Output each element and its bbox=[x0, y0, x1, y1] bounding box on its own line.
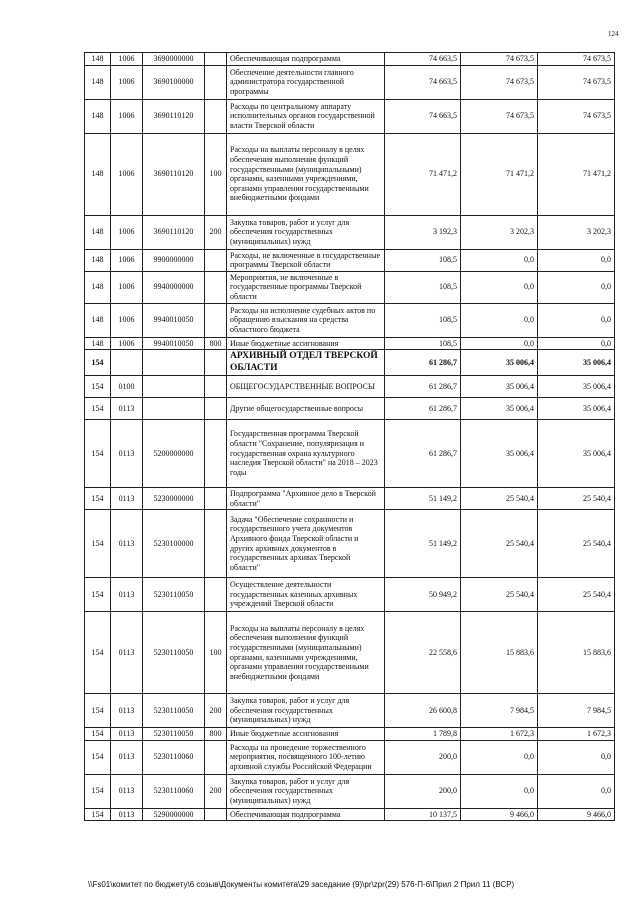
amount-year3-cell: 25 540,4 bbox=[538, 578, 615, 612]
amount-year2-cell: 25 540,4 bbox=[461, 487, 538, 509]
target-article-cell: 3690110120 bbox=[143, 133, 205, 215]
file-path-footer: \\Fs01\комитет по бюджету\6 созыв\Документы комитета\29 заседание (9)\pr\zpr(29) 576-П-6\Прил 2 Прил 11 (ВСР) bbox=[88, 880, 515, 889]
table-row bbox=[85, 375, 615, 397]
admin-code-cell: 154 bbox=[85, 350, 111, 376]
amount-year2-cell: 35 006,4 bbox=[461, 375, 538, 397]
amount-year2-cell: 0,0 bbox=[461, 774, 538, 808]
expense-type-cell: 100 bbox=[205, 133, 227, 215]
admin-code-cell: 148 bbox=[85, 271, 111, 303]
amount-year1-cell: 51 149,2 bbox=[385, 510, 461, 578]
section-code-cell: 0113 bbox=[111, 578, 143, 612]
section-code-cell: 1006 bbox=[111, 65, 143, 99]
amount-year1-cell: 108,5 bbox=[385, 271, 461, 303]
target-article-cell: 9940000000 bbox=[143, 271, 205, 303]
amount-year1-cell: 200,0 bbox=[385, 774, 461, 808]
item-name-cell: Обеспечение деятельности главного администратора государственной программы bbox=[227, 65, 385, 99]
admin-code-cell: 154 bbox=[85, 510, 111, 578]
target-article-cell: 9940010050 bbox=[143, 337, 205, 350]
table-row bbox=[85, 578, 615, 612]
amount-year3-cell: 0,0 bbox=[538, 271, 615, 303]
target-article-cell bbox=[143, 350, 205, 376]
amount-year3-cell: 0,0 bbox=[538, 249, 615, 271]
section-code-cell: 0113 bbox=[111, 612, 143, 694]
expense-type-cell bbox=[205, 99, 227, 133]
amount-year2-cell: 0,0 bbox=[461, 740, 538, 774]
item-name-cell: Подпрограмма "Архивное дело в Тверской области" bbox=[227, 487, 385, 509]
table-row bbox=[85, 215, 615, 249]
section-code-cell: 1006 bbox=[111, 337, 143, 350]
amount-year2-cell: 35 006,4 bbox=[461, 419, 538, 487]
amount-year1-cell: 108,5 bbox=[385, 337, 461, 350]
target-article-cell: 5230110050 bbox=[143, 694, 205, 728]
table-row bbox=[85, 419, 615, 487]
admin-code-cell: 154 bbox=[85, 397, 111, 419]
target-article-cell bbox=[143, 397, 205, 419]
target-article-cell: 5200000000 bbox=[143, 419, 205, 487]
expense-type-cell bbox=[205, 487, 227, 509]
section-code-cell: 0113 bbox=[111, 728, 143, 741]
expense-type-cell bbox=[205, 375, 227, 397]
target-article-cell: 9940010050 bbox=[143, 303, 205, 337]
amount-year3-cell: 35 006,4 bbox=[538, 375, 615, 397]
admin-code-cell: 148 bbox=[85, 53, 111, 66]
table-row bbox=[85, 249, 615, 271]
expense-type-cell bbox=[205, 510, 227, 578]
amount-year1-cell: 61 286,7 bbox=[385, 375, 461, 397]
budget-table bbox=[84, 52, 615, 821]
item-name-cell: АРХИВНЫЙ ОТДЕЛ ТВЕРСКОЙ ОБЛАСТИ bbox=[227, 350, 385, 376]
admin-code-cell: 148 bbox=[85, 249, 111, 271]
amount-year3-cell: 15 883,6 bbox=[538, 612, 615, 694]
amount-year3-cell: 25 540,4 bbox=[538, 487, 615, 509]
expense-type-cell: 200 bbox=[205, 694, 227, 728]
amount-year3-cell: 1 672,3 bbox=[538, 728, 615, 741]
admin-code-cell: 154 bbox=[85, 612, 111, 694]
amount-year2-cell: 0,0 bbox=[461, 271, 538, 303]
target-article-cell: 5230110060 bbox=[143, 774, 205, 808]
item-name-cell: ОБЩЕГОСУДАРСТВЕННЫЕ ВОПРОСЫ bbox=[227, 375, 385, 397]
amount-year2-cell: 7 984,5 bbox=[461, 694, 538, 728]
admin-code-cell: 148 bbox=[85, 337, 111, 350]
amount-year2-cell: 25 540,4 bbox=[461, 510, 538, 578]
admin-code-cell: 148 bbox=[85, 99, 111, 133]
table-row bbox=[85, 694, 615, 728]
amount-year1-cell: 61 286,7 bbox=[385, 419, 461, 487]
item-name-cell: Иные бюджетные ассигнования bbox=[227, 728, 385, 741]
table-row bbox=[85, 808, 615, 821]
amount-year3-cell: 35 006,4 bbox=[538, 350, 615, 376]
target-article-cell: 5290000000 bbox=[143, 808, 205, 821]
item-name-cell: Закупка товаров, работ и услуг для обеспечения государственных (муниципальных) нужд bbox=[227, 774, 385, 808]
amount-year1-cell: 108,5 bbox=[385, 249, 461, 271]
amount-year1-cell: 74 663,5 bbox=[385, 53, 461, 66]
amount-year3-cell: 35 006,4 bbox=[538, 419, 615, 487]
table-row bbox=[85, 728, 615, 741]
admin-code-cell: 148 bbox=[85, 133, 111, 215]
expense-type-cell: 200 bbox=[205, 215, 227, 249]
target-article-cell: 5230110050 bbox=[143, 728, 205, 741]
section-code-cell bbox=[111, 350, 143, 376]
item-name-cell: Расходы по центральному аппарату исполнительных органов государственной власти Тверской области bbox=[227, 99, 385, 133]
expense-type-cell: 800 bbox=[205, 728, 227, 741]
item-name-cell: Расходы на проведение торжественного мероприятия, посвященного 100-летию архивной службы Российской Федерации bbox=[227, 740, 385, 774]
expense-type-cell bbox=[205, 65, 227, 99]
table-row bbox=[85, 510, 615, 578]
amount-year1-cell: 3 192,3 bbox=[385, 215, 461, 249]
page-number: 124 bbox=[608, 30, 619, 38]
expense-type-cell: 800 bbox=[205, 337, 227, 350]
amount-year1-cell: 61 286,7 bbox=[385, 397, 461, 419]
table-row bbox=[85, 271, 615, 303]
item-name-cell: Закупка товаров, работ и услуг для обеспечения государственных (муниципальных) нужд bbox=[227, 694, 385, 728]
item-name-cell: Расходы на выплаты персоналу в целях обеспечения выполнения функций государственными (муниципальными) органами, казенными учреждениями, органами управления государственными внебюджетными фондами bbox=[227, 133, 385, 215]
section-code-cell: 0113 bbox=[111, 510, 143, 578]
table-row bbox=[85, 133, 615, 215]
amount-year3-cell: 25 540,4 bbox=[538, 510, 615, 578]
amount-year1-cell: 200,0 bbox=[385, 740, 461, 774]
item-name-cell: Осуществление деятельности государственных казенных архивных учреждений Тверской области bbox=[227, 578, 385, 612]
amount-year2-cell: 35 006,4 bbox=[461, 350, 538, 376]
admin-code-cell: 154 bbox=[85, 419, 111, 487]
target-article-cell: 3690100000 bbox=[143, 65, 205, 99]
amount-year1-cell: 26 600,8 bbox=[385, 694, 461, 728]
section-code-cell: 1006 bbox=[111, 53, 143, 66]
section-code-cell: 1006 bbox=[111, 215, 143, 249]
amount-year1-cell: 51 149,2 bbox=[385, 487, 461, 509]
target-article-cell: 5230000000 bbox=[143, 487, 205, 509]
admin-code-cell: 154 bbox=[85, 375, 111, 397]
item-name-cell: Мероприятия, не включенные в государственные программы Тверской области bbox=[227, 271, 385, 303]
table-row bbox=[85, 303, 615, 337]
target-article-cell: 5230110060 bbox=[143, 740, 205, 774]
admin-code-cell: 154 bbox=[85, 728, 111, 741]
amount-year1-cell: 61 286,7 bbox=[385, 350, 461, 376]
table-row bbox=[85, 337, 615, 350]
expense-type-cell bbox=[205, 271, 227, 303]
amount-year1-cell: 10 137,5 bbox=[385, 808, 461, 821]
section-code-cell: 0113 bbox=[111, 808, 143, 821]
amount-year3-cell: 74 673,5 bbox=[538, 53, 615, 66]
amount-year2-cell: 74 673,5 bbox=[461, 65, 538, 99]
amount-year2-cell: 74 673,5 bbox=[461, 99, 538, 133]
amount-year3-cell: 0,0 bbox=[538, 337, 615, 350]
expense-type-cell bbox=[205, 350, 227, 376]
section-code-cell: 1006 bbox=[111, 133, 143, 215]
table-row bbox=[85, 774, 615, 808]
target-article-cell: 5230110050 bbox=[143, 578, 205, 612]
item-name-cell: Закупка товаров, работ и услуг для обеспечения государственных (муниципальных) нужд bbox=[227, 215, 385, 249]
table-row bbox=[85, 350, 615, 376]
amount-year2-cell: 0,0 bbox=[461, 337, 538, 350]
amount-year2-cell: 15 883,6 bbox=[461, 612, 538, 694]
expense-type-cell: 200 bbox=[205, 774, 227, 808]
amount-year2-cell: 74 673,5 bbox=[461, 53, 538, 66]
admin-code-cell: 148 bbox=[85, 65, 111, 99]
section-code-cell: 1006 bbox=[111, 271, 143, 303]
section-code-cell: 0113 bbox=[111, 740, 143, 774]
table-row bbox=[85, 397, 615, 419]
target-article-cell: 3690110120 bbox=[143, 99, 205, 133]
amount-year3-cell: 0,0 bbox=[538, 740, 615, 774]
amount-year1-cell: 71 471,2 bbox=[385, 133, 461, 215]
table-body bbox=[85, 53, 615, 821]
section-code-cell: 0113 bbox=[111, 397, 143, 419]
section-code-cell: 1006 bbox=[111, 249, 143, 271]
amount-year3-cell: 71 471,2 bbox=[538, 133, 615, 215]
target-article-cell: 5230110050 bbox=[143, 612, 205, 694]
admin-code-cell: 154 bbox=[85, 740, 111, 774]
table-row bbox=[85, 53, 615, 66]
amount-year3-cell: 35 006,4 bbox=[538, 397, 615, 419]
amount-year3-cell: 3 202,3 bbox=[538, 215, 615, 249]
target-article-cell: 9900000000 bbox=[143, 249, 205, 271]
item-name-cell: Расходы на исполнение судебных актов по обращению взыскания на средства областного бюджета bbox=[227, 303, 385, 337]
expense-type-cell: 100 bbox=[205, 612, 227, 694]
expense-type-cell bbox=[205, 740, 227, 774]
amount-year1-cell: 74 663,5 bbox=[385, 99, 461, 133]
amount-year3-cell: 0,0 bbox=[538, 774, 615, 808]
section-code-cell: 1006 bbox=[111, 99, 143, 133]
expense-type-cell bbox=[205, 419, 227, 487]
section-code-cell: 0113 bbox=[111, 694, 143, 728]
admin-code-cell: 154 bbox=[85, 487, 111, 509]
amount-year2-cell: 1 672,3 bbox=[461, 728, 538, 741]
amount-year1-cell: 50 949,2 bbox=[385, 578, 461, 612]
amount-year1-cell: 108,5 bbox=[385, 303, 461, 337]
section-code-cell: 0113 bbox=[111, 419, 143, 487]
target-article-cell: 3690000000 bbox=[143, 53, 205, 66]
item-name-cell: Обеспечивающая подпрограмма bbox=[227, 808, 385, 821]
amount-year3-cell: 9 466,0 bbox=[538, 808, 615, 821]
target-article-cell bbox=[143, 375, 205, 397]
amount-year2-cell: 3 202,3 bbox=[461, 215, 538, 249]
amount-year3-cell: 74 673,5 bbox=[538, 65, 615, 99]
admin-code-cell: 148 bbox=[85, 303, 111, 337]
amount-year3-cell: 0,0 bbox=[538, 303, 615, 337]
target-article-cell: 5230100000 bbox=[143, 510, 205, 578]
table-row bbox=[85, 99, 615, 133]
section-code-cell: 0100 bbox=[111, 375, 143, 397]
table-row bbox=[85, 612, 615, 694]
section-code-cell: 0113 bbox=[111, 774, 143, 808]
amount-year3-cell: 7 984,5 bbox=[538, 694, 615, 728]
expense-type-cell bbox=[205, 578, 227, 612]
amount-year1-cell: 22 558,6 bbox=[385, 612, 461, 694]
expense-type-cell bbox=[205, 249, 227, 271]
amount-year2-cell: 71 471,2 bbox=[461, 133, 538, 215]
expense-type-cell bbox=[205, 808, 227, 821]
amount-year2-cell: 0,0 bbox=[461, 249, 538, 271]
item-name-cell: Обеспечивающая подпрограмма bbox=[227, 53, 385, 66]
amount-year2-cell: 9 466,0 bbox=[461, 808, 538, 821]
item-name-cell: Иные бюджетные ассигнования bbox=[227, 337, 385, 350]
amount-year2-cell: 35 006,4 bbox=[461, 397, 538, 419]
expense-type-cell bbox=[205, 303, 227, 337]
admin-code-cell: 154 bbox=[85, 578, 111, 612]
amount-year2-cell: 0,0 bbox=[461, 303, 538, 337]
amount-year3-cell: 74 673,5 bbox=[538, 99, 615, 133]
table-row bbox=[85, 65, 615, 99]
expense-type-cell bbox=[205, 397, 227, 419]
table-row bbox=[85, 487, 615, 509]
section-code-cell: 1006 bbox=[111, 303, 143, 337]
item-name-cell: Расходы, не включенные в государственные программы Тверской области bbox=[227, 249, 385, 271]
admin-code-cell: 154 bbox=[85, 808, 111, 821]
item-name-cell: Государственная программа Тверской области "Сохранение, популяризация и государственная охрана культурного наследия Тверской области" на 2018 – 2023 годы bbox=[227, 419, 385, 487]
target-article-cell: 3690110120 bbox=[143, 215, 205, 249]
admin-code-cell: 154 bbox=[85, 694, 111, 728]
admin-code-cell: 154 bbox=[85, 774, 111, 808]
amount-year1-cell: 74 663,5 bbox=[385, 65, 461, 99]
item-name-cell: Задача "Обеспечение сохранности и государственного учета документов Архивного фонда Тверской области и других архивных документов в государственных архивах Тверской области" bbox=[227, 510, 385, 578]
admin-code-cell: 148 bbox=[85, 215, 111, 249]
amount-year2-cell: 25 540,4 bbox=[461, 578, 538, 612]
section-code-cell: 0113 bbox=[111, 487, 143, 509]
item-name-cell: Расходы на выплаты персоналу в целях обеспечения выполнения функций государственными (муниципальными) органами, казенными учреждениями, органами управления государственными внебюджетными фондами bbox=[227, 612, 385, 694]
item-name-cell: Другие общегосударственные вопросы bbox=[227, 397, 385, 419]
expense-type-cell bbox=[205, 53, 227, 66]
table-row bbox=[85, 740, 615, 774]
amount-year1-cell: 1 789,8 bbox=[385, 728, 461, 741]
